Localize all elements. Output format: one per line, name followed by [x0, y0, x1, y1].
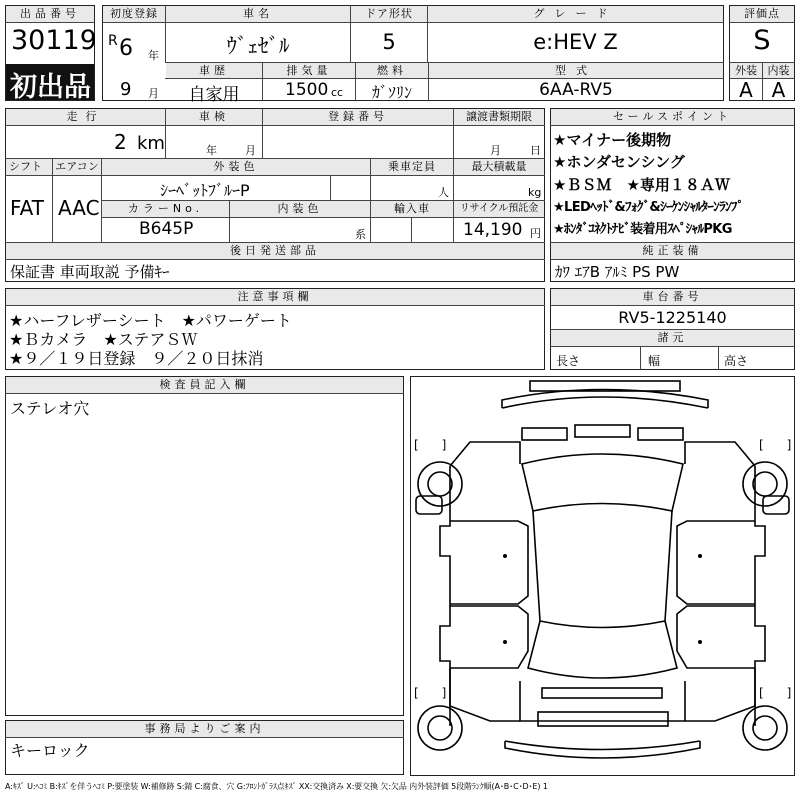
first-reg-month-unit: 月	[148, 87, 159, 100]
notes-line: ★９／１９日登録 ９／２０日抹消	[9, 349, 264, 368]
sales-point-item: ★ﾎﾝﾀﾞｺﾈｸﾄﾅﾋﾞ装着用ｽﾍﾟｼｬﾙPKG	[553, 222, 732, 237]
sales-point-item: ★LEDﾍｯﾄﾞ&ﾌｫｸﾞ&ｼｰｹﾝｼｬﾙﾀｰﾝﾗﾝﾌﾟ	[553, 200, 744, 215]
recycle-header: リサイクル預託金	[454, 201, 544, 217]
inspector-note: ステレオ穴	[10, 399, 90, 418]
dimension-length-label: 長さ	[556, 354, 581, 368]
chassis-header: 車台番号	[551, 289, 794, 305]
mileage-unit: km	[137, 133, 165, 154]
sales-point-item: ★ＢＳＭ ★専用１８ＡＷ	[553, 176, 730, 194]
car-name-header: 車名	[166, 6, 350, 22]
dimensions-header: 諸元	[551, 330, 794, 346]
interior-score: A	[771, 78, 786, 102]
notes-line: ★Ｂカメラ ★ステアＳＷ	[9, 330, 198, 349]
transfer-due-header: 譲渡書類期限	[454, 109, 544, 125]
lot-header: 出品番号	[6, 6, 94, 22]
first-reg-month: 9	[120, 79, 132, 100]
color-no-value: B645P	[139, 219, 194, 239]
interior-color-unit: 系	[355, 228, 366, 241]
interior-score-header: 内装	[763, 63, 794, 79]
model-code-value: 6AA-RV5	[539, 80, 613, 100]
exterior-color-header: 外装色	[102, 159, 370, 175]
sales-point-item: ★マイナー後期物	[553, 131, 672, 149]
sales-point-item: ★ホンダセンシング	[553, 153, 685, 171]
grade-value: e:HEV Z	[533, 30, 618, 54]
car-outline-diagram	[410, 376, 795, 776]
sales-points-header: セールスポイント	[551, 109, 794, 125]
history-value: 自家用	[188, 85, 240, 105]
inspection-year-unit: 年	[206, 144, 217, 157]
displacement-header: 排気量	[263, 63, 355, 79]
diagram-bracket: [ ]	[414, 438, 447, 452]
diagram-bracket: [ ]	[759, 438, 792, 452]
later-parts-header: 後日発送部品	[6, 243, 544, 259]
fuel-header: 燃料	[356, 63, 428, 79]
inspector-header: 検査員記入欄	[6, 377, 403, 393]
first-listing-label: 初出品	[10, 72, 91, 103]
legend-text: A:ｷｽﾞ U:ﾍｺﾐ B:ｷｽﾞを伴うﾍｺﾐ P:要塗装 W:補修跡 S:錆 C:腐食、穴 G:ﾌﾛﾝﾄｶﾞﾗｽ点ｷｽﾞ XX:交換済み X:要交換 欠:欠品 内外装評価 5段階ﾗﾝｸ順(A･B･C･D･E) 1	[5, 782, 548, 791]
history-header: 車歴	[166, 63, 262, 79]
doors-header: ドア形状	[351, 6, 427, 22]
notes-header: 注意事項欄	[6, 289, 544, 305]
doors-value: 5	[382, 30, 396, 54]
equipment-value: ｶﾜ ｴｱB ｱﾙﾐ PS PW	[555, 263, 680, 281]
diagram-bracket: [ ]	[414, 686, 447, 700]
import-header: 輸入車	[371, 201, 453, 217]
recycle-value: 14,190	[463, 220, 523, 240]
grade-header: グレード	[428, 6, 723, 22]
aircon-header: エアコン	[53, 159, 101, 175]
first-reg-era: R	[108, 33, 118, 49]
transfer-due-day-unit: 日	[530, 144, 541, 157]
mileage-value: 2	[114, 130, 127, 154]
lot-number: 30119	[11, 25, 97, 56]
max-load-unit: kg	[528, 186, 542, 199]
office-header: 事務局よりご案内	[6, 721, 403, 737]
model-code-header: 型式	[429, 63, 723, 79]
notes-line: ★ハーフレザーシート ★パワーゲート	[9, 311, 292, 330]
first-reg-year: 6	[119, 36, 133, 61]
score-header: 評価点	[730, 6, 794, 22]
first-reg-header: 初度登録	[103, 6, 165, 22]
inspection-header: 車検	[166, 109, 262, 125]
max-load-header: 最大積載量	[454, 159, 544, 175]
equipment-header: 純正装備	[551, 243, 794, 259]
recycle-unit: 円	[530, 227, 541, 240]
capacity-header: 乗車定員	[371, 159, 453, 175]
capacity-unit: 人	[438, 186, 449, 199]
dimension-height-label: 高さ	[724, 354, 749, 368]
plate-header: 登録番号	[263, 109, 453, 125]
exterior-color-value: ｼｰﾍﾞｯﾄﾌﾞﾙｰP	[160, 181, 250, 200]
interior-color-header: 内装色	[230, 201, 370, 217]
later-parts-value: 保証書 車両取説 予備ｷｰ	[10, 263, 170, 281]
color-no-header: カラーNo.	[102, 201, 229, 217]
aircon-value: AAC	[58, 196, 100, 220]
displacement-unit: cc	[331, 86, 344, 99]
office-note: キーロック	[10, 741, 90, 760]
dimension-width-label: 幅	[648, 354, 661, 368]
shift-header: シフト	[6, 159, 52, 175]
first-reg-year-unit: 年	[148, 49, 159, 62]
exterior-score-header: 外装	[730, 63, 762, 79]
car-name-value: ｳﾞｪｾﾞﾙ	[226, 34, 290, 58]
fuel-value: ｶﾞｿﾘﾝ	[371, 83, 412, 102]
score-value: S	[753, 25, 771, 56]
inspection-month-unit: 月	[245, 144, 256, 157]
inspector-box	[5, 376, 404, 716]
mileage-header: 走行	[6, 109, 165, 125]
transfer-due-month-unit: 月	[490, 144, 501, 157]
exterior-score: A	[739, 78, 753, 102]
displacement-value: 1500	[285, 80, 329, 100]
diagram-bracket: [ ]	[759, 686, 792, 700]
shift-value: FAT	[10, 196, 45, 220]
chassis-value: RV5-1225140	[618, 308, 727, 327]
